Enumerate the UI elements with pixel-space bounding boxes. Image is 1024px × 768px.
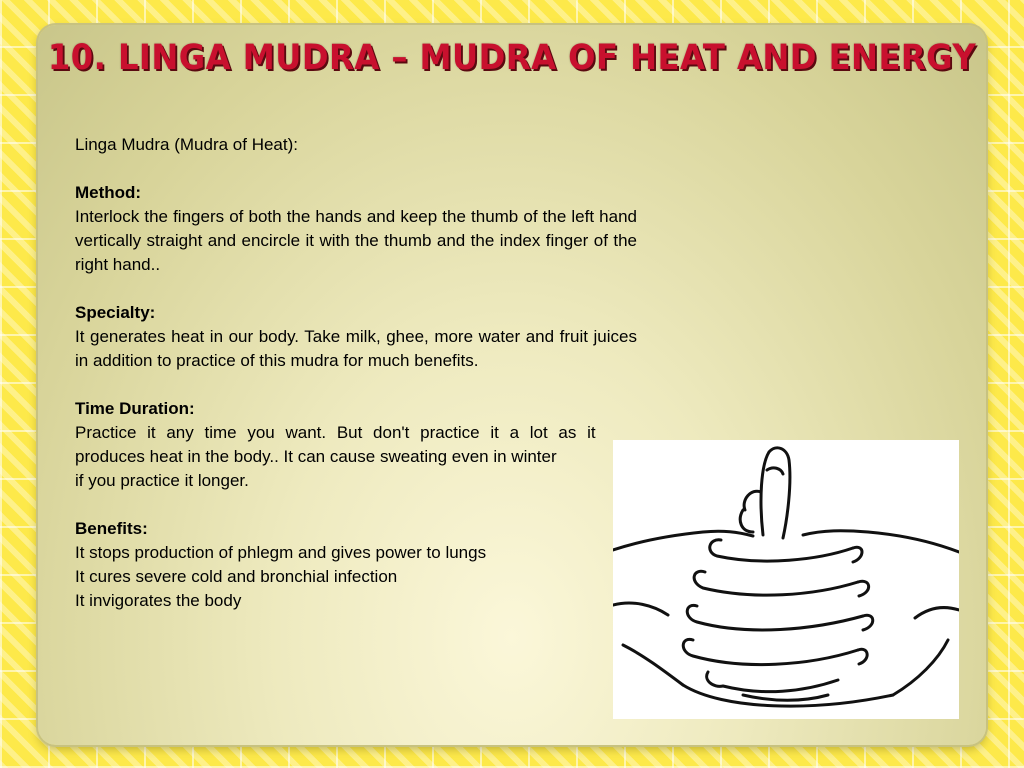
benefit-item: It cures severe cold and bronchial infection — [75, 567, 398, 586]
specialty-heading: Specialty: — [75, 303, 156, 322]
intro-text: Linga Mudra (Mudra of Heat): — [75, 135, 298, 154]
hands-drawing-icon — [613, 440, 959, 719]
benefit-item: It invigorates the body — [75, 591, 242, 610]
time-duration-line-1: Practice it any time you want. But don't practice it a lot as it — [75, 423, 596, 442]
slide-content — [75, 133, 637, 613]
specialty-text: It generates heat in our body. Take milk, ghee, more water and fruit juices in addition to practice of this mudra for much benefits. — [75, 327, 637, 370]
method-heading: Method: — [75, 183, 142, 202]
time-duration-heading: Time Duration: — [75, 399, 195, 418]
time-duration-line-3: if you practice it longer. — [75, 471, 249, 490]
slide-title: 10. LINGA MUDRA – MUDRA OF HEAT AND ENERGY — [47, 38, 977, 78]
benefit-item: It stops production of phlegm and gives power to lungs — [75, 543, 487, 562]
time-duration-line-2: produces heat in the body.. It can cause sweating even in winter — [75, 447, 557, 466]
method-text: Interlock the fingers of both the hands and keep the thumb of the left hand vertically straight and encircle it with the thumb and the index finger of the right hand.. — [75, 207, 637, 274]
benefits-heading: Benefits: — [75, 519, 148, 538]
linga-mudra-hands-illustration — [613, 440, 959, 719]
